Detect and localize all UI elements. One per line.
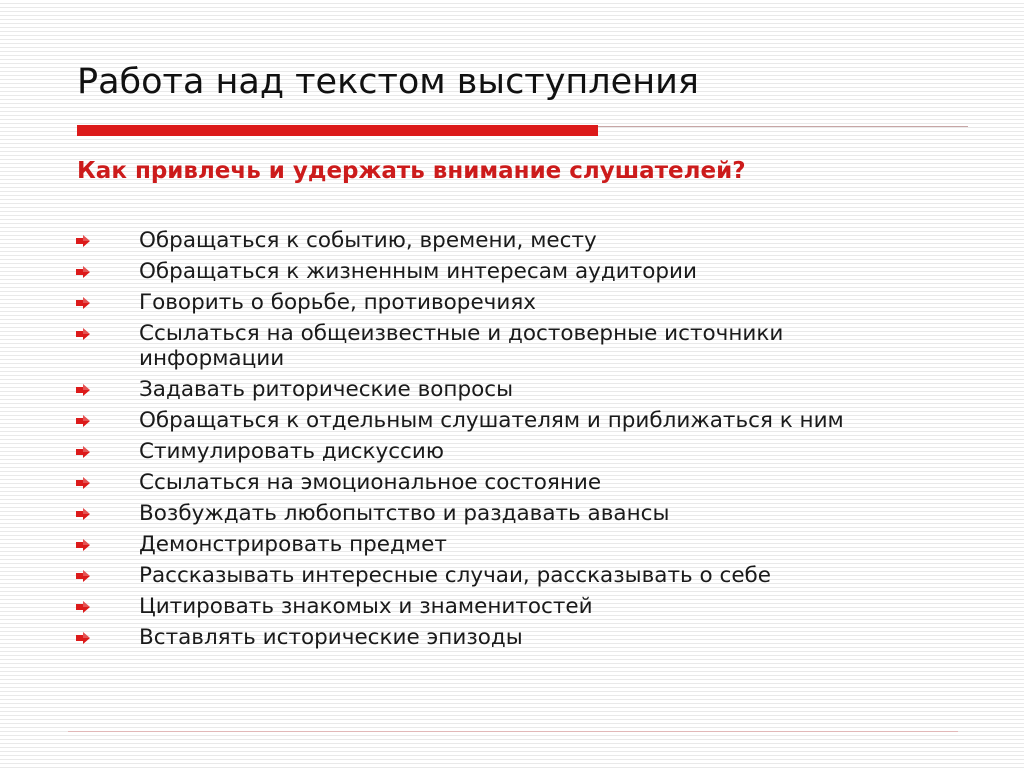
list-item-text: Вставлять исторические эпизоды: [139, 625, 523, 650]
list-item-text: Обращаться к жизненным интересам аудитории: [139, 259, 697, 284]
list-item-text: Говорить о борьбе, противоречиях: [139, 290, 537, 315]
footer-divider: [68, 731, 958, 732]
list-item-text: Обращаться к отдельным слушателям и приближаться к ним: [139, 408, 844, 433]
list-item: [0, 470, 1024, 495]
list-item-text: Обращаться к событию, времени, месту: [139, 228, 597, 253]
list-item: [0, 408, 1024, 433]
red-arrow-bullet-icon: [76, 266, 90, 278]
list-item: [0, 532, 1024, 557]
title-underline-bar: [77, 125, 598, 136]
red-arrow-bullet-icon: [76, 632, 90, 644]
bullet-list: [0, 228, 1024, 656]
red-arrow-bullet-icon: [76, 508, 90, 520]
red-arrow-bullet-icon: [76, 384, 90, 396]
list-item-text: Ссылаться на общеизвестные и достоверные источники информации: [139, 321, 784, 371]
red-arrow-bullet-icon: [76, 570, 90, 582]
red-arrow-bullet-icon: [76, 601, 90, 613]
list-item-text: Рассказывать интересные случаи, рассказывать о себе: [139, 563, 772, 588]
red-arrow-bullet-icon: [76, 477, 90, 489]
red-arrow-bullet-icon: [76, 297, 90, 309]
red-arrow-bullet-icon: [76, 328, 90, 340]
list-item: [0, 377, 1024, 402]
list-item-text: Стимулировать дискуссию: [139, 439, 444, 464]
red-arrow-bullet-icon: [76, 446, 90, 458]
list-item-text: Цитировать знакомых и знаменитостей: [139, 594, 593, 619]
red-arrow-bullet-icon: [76, 415, 90, 427]
list-item-text: Демонстрировать предмет: [139, 532, 447, 557]
list-item: [0, 501, 1024, 526]
list-item-text: Возбуждать любопытство и раздавать авансы: [139, 501, 670, 526]
red-arrow-bullet-icon: [76, 539, 90, 551]
list-item: [0, 439, 1024, 464]
list-item: [0, 594, 1024, 619]
list-item: [0, 290, 1024, 315]
list-item-text: Ссылаться на эмоциональное состояние: [139, 470, 602, 495]
slide-subtitle: Как привлечь и удержать внимание слушателей?: [77, 158, 746, 184]
list-item: [0, 625, 1024, 650]
title-underline: [77, 125, 968, 137]
list-item: [0, 563, 1024, 588]
list-item: [0, 321, 1024, 371]
slide-title: Работа над текстом выступления: [77, 62, 699, 102]
red-arrow-bullet-icon: [76, 235, 90, 247]
list-item: [0, 259, 1024, 284]
list-item: [0, 228, 1024, 253]
list-item-text: Задавать риторические вопросы: [139, 377, 514, 402]
